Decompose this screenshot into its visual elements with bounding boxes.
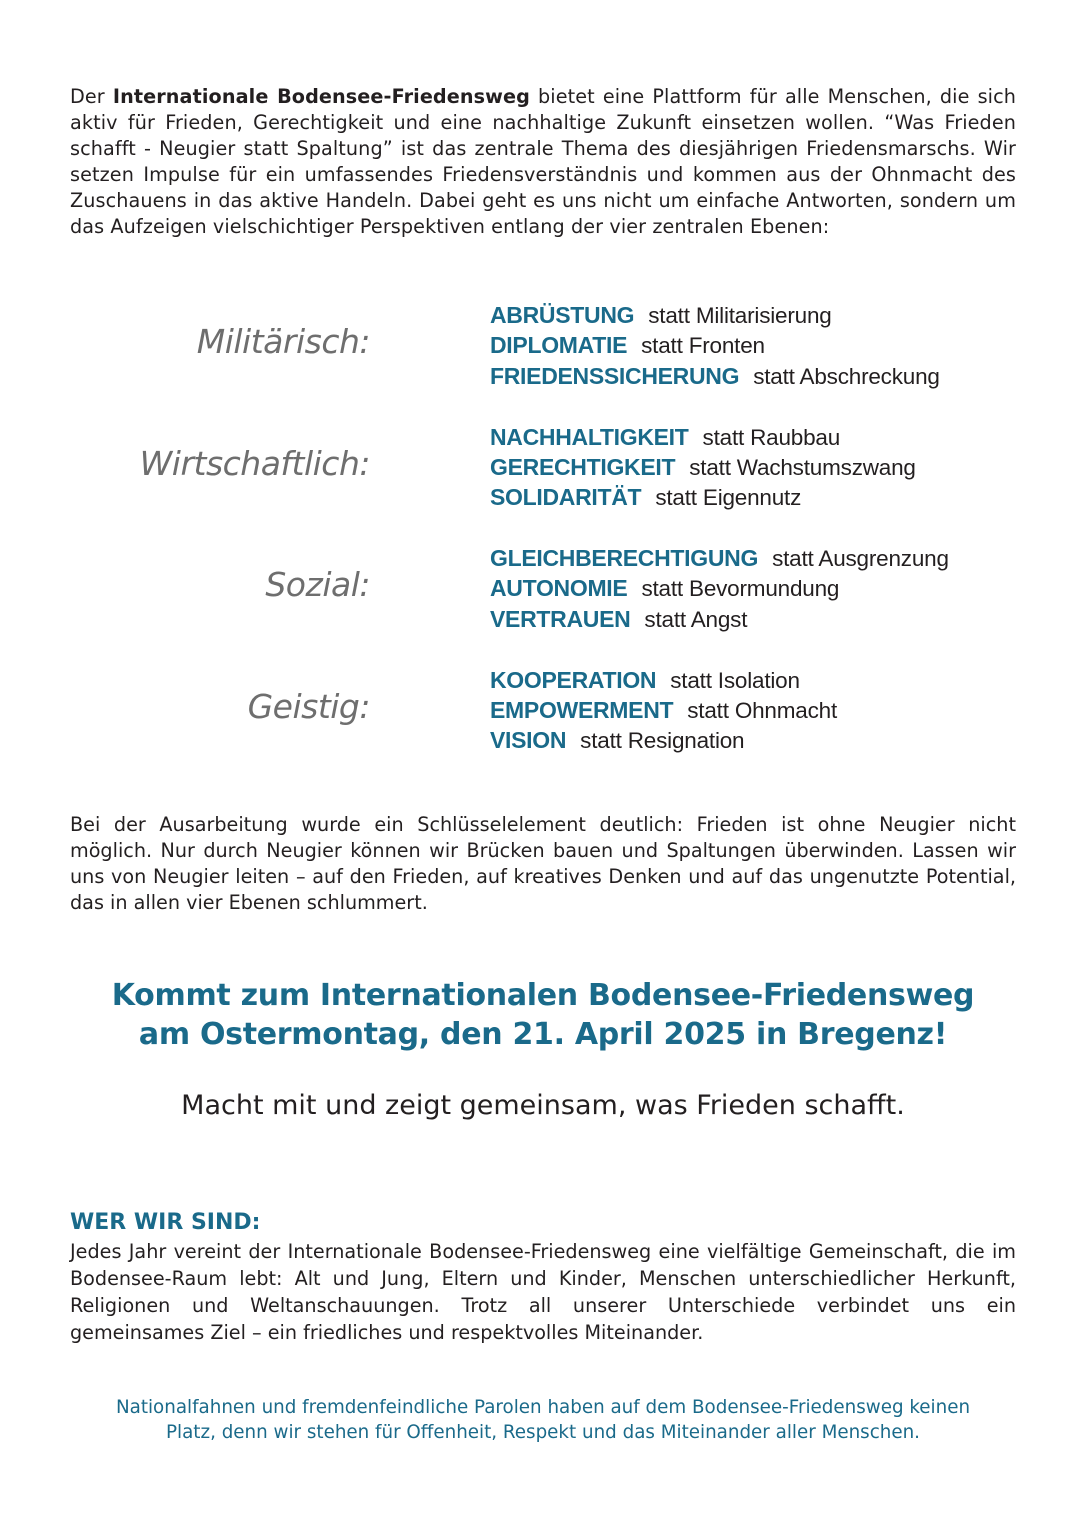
pair-item <box>490 573 949 603</box>
pair-item <box>490 695 837 725</box>
pair-alternative: statt Wachstumszwang <box>689 454 916 480</box>
pair-term: VISION <box>490 727 567 754</box>
pair-alternative: statt Ohnmacht <box>687 697 838 723</box>
pair-alternative: statt Angst <box>644 606 748 632</box>
cta-subline: Macht mit und zeigt gemeinsam, was Frieden schafft. <box>181 1090 905 1121</box>
pair-item <box>490 725 837 755</box>
call-to-action-heading <box>0 976 1086 1054</box>
cta-line-2: am Ostermontag, den 21. April 2025 in Bregenz! <box>138 1017 948 1052</box>
pair-term: SOLIDARITÄT <box>490 484 642 511</box>
pair-alternative: statt Raubbau <box>702 424 841 450</box>
notice-line-1: Nationalfahnen und fremdenfeindliche Parolen haben auf dem Bodensee-Friedensweg keinen <box>115 1397 971 1418</box>
pair-alternative: statt Ausgrenzung <box>772 546 949 571</box>
level-name: Militärisch: <box>196 322 370 361</box>
level-name: Sozial: <box>265 565 370 604</box>
pair-item <box>490 361 940 391</box>
intro-organization-name: Internationale Bodensee-Friedensweg <box>112 85 530 108</box>
notice-statement <box>50 1396 1036 1445</box>
pair-item <box>490 665 837 695</box>
pair-term: GERECHTIGKEIT <box>490 453 676 480</box>
pair-item <box>490 422 916 452</box>
level-social <box>0 543 1086 665</box>
pair-alternative: statt Bevormundung <box>641 576 840 602</box>
outro-paragraph: Bei der Ausarbeitung wurde ein Schlüsselelement deutlich: Frieden ist ohne Neugier nicht möglich. Nur durch Neugier können wir Brücken bauen und Spaltungen überwinden. Lassen wir uns von Neugier leiten – auf den Frieden, auf kreatives Denken und auf das ungenutzte Potential, das in allen vier Ebenen schlummert. <box>70 813 1016 914</box>
pair-alternative: statt Resignation <box>580 728 745 754</box>
pair-alternative: statt Eigennutz <box>655 485 802 511</box>
levels-section <box>0 300 1086 786</box>
level-economic <box>0 422 1086 544</box>
intro-paragraph <box>70 84 1016 240</box>
pair-item <box>490 300 940 330</box>
level-name: Wirtschaftlich: <box>139 443 370 483</box>
pair-item <box>490 482 916 512</box>
pair-alternative: statt Isolation <box>670 667 800 693</box>
pair-term: KOOPERATION <box>490 666 657 693</box>
pair-term: DIPLOMATIE <box>490 332 628 359</box>
level-pairs <box>490 665 837 756</box>
notice-line-2: Platz, denn wir stehen für Offenheit, Respekt und das Miteinander aller Menschen. <box>166 1421 920 1443</box>
pair-item <box>490 330 940 360</box>
who-we-are-text: Jedes Jahr vereint der Internationale Bodensee-Friedensweg eine vielfältige Gemeinschaft, die im Bodensee-Raum lebt: Alt und Jung, Eltern und Kinder, Menschen unterschiedlicher Herkunft, Religionen und Weltanschauungen. Trotz all unserer Unterschiede verbindet uns ein gemeinsames Ziel – ein friedliches und respektvolles Miteinander. <box>70 1240 1016 1344</box>
intro-text: bietet eine Plattform für alle Menschen, die sich aktiv für Frieden, Gerechtigkeit und eine nachhaltige Zukunft einsetzen wollen. “Was Frieden schafft - Neugier statt Spaltung” ist das zentrale Thema des diesjährigen Friedensmarschs. Wir setzen Impulse für ein umfassendes Friedensverständnis und kommen aus der Ohnmacht des Zuschauens in das aktive Handeln. Dabei geht es uns nicht um einfache Antworten, sondern um das Aufzeigen vielschichtiger Perspektiven entlang der vier zentralen Ebenen: <box>70 85 1017 238</box>
pair-term: VERTRAUEN <box>490 605 631 632</box>
pair-alternative: statt Abschreckung <box>753 363 940 389</box>
level-pairs <box>490 543 949 634</box>
pair-item <box>490 452 916 482</box>
level-name: Geistig: <box>247 686 370 726</box>
pair-item <box>490 543 949 573</box>
pair-item <box>490 604 949 634</box>
pair-term: EMPOWERMENT <box>490 696 674 723</box>
level-pairs <box>490 300 940 391</box>
who-we-are-heading: WER WIR SIND: <box>70 1210 261 1235</box>
pair-alternative: statt Militarisierung <box>648 303 832 328</box>
cta-line-1: Kommt zum Internationalen Bodensee-Friedensweg <box>111 978 975 1013</box>
level-spiritual <box>0 665 1086 787</box>
level-military <box>0 300 1086 422</box>
pair-term: NACHHALTIGKEIT <box>490 423 689 450</box>
pair-term: FRIEDENSSICHERUNG <box>490 362 740 389</box>
level-pairs <box>490 422 916 513</box>
pair-alternative: statt Fronten <box>641 333 765 359</box>
intro-prefix: Der <box>70 85 113 108</box>
pair-term: AUTONOMIE <box>490 575 628 602</box>
pair-term: ABRÜSTUNG <box>490 302 635 328</box>
pair-term: GLEICHBERECHTIGUNG <box>490 545 759 571</box>
